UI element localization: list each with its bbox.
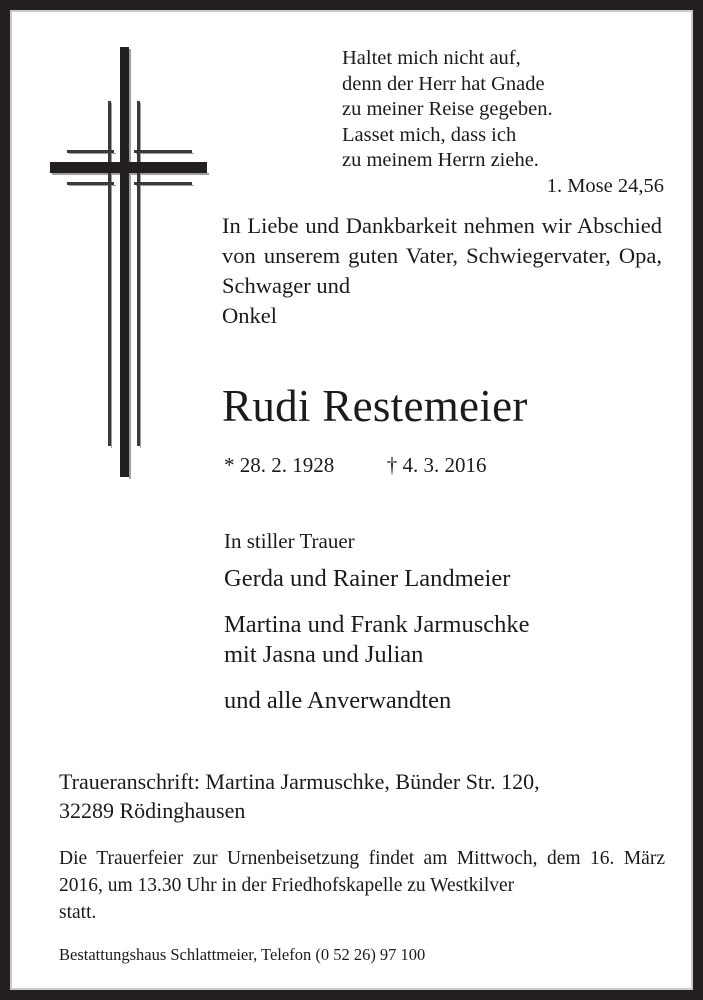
death-date: 4. 3. 2016 — [402, 453, 487, 477]
verse-line-2: denn der Herr hat Gnade — [342, 72, 545, 95]
birth-date: 28. 2. 1928 — [239, 453, 335, 477]
mourning-address — [59, 767, 667, 825]
mourner-group — [224, 610, 674, 670]
notice-page — [12, 12, 691, 988]
cross-hairline-horizontal-bottom-left — [67, 182, 114, 185]
mourners-heading: In stiller Trauer — [224, 529, 355, 553]
intro-body: In Liebe und Dankbarkeit nehmen wir Abschied von unserem guten Vater, Schwiegervater, Opa, Schwager und — [222, 213, 662, 298]
verse-line-3: zu meiner Reise gegeben. — [342, 98, 553, 120]
cross-stem-shadow — [129, 49, 131, 479]
christian-cross-icon — [46, 40, 216, 485]
mourner-group — [224, 564, 674, 594]
mourners-block — [224, 528, 674, 716]
death-symbol: † — [386, 453, 398, 477]
cross-vertical-bar — [120, 47, 129, 477]
cross-hairline-shadow — [136, 185, 194, 186]
mourner-primary: Martina und Frank Jarmuschke — [224, 611, 530, 638]
cross-hairline-horizontal-top-left — [67, 150, 114, 153]
birth-symbol: * — [224, 453, 235, 477]
verse-line-1: Haltet mich nicht auf, — [342, 47, 521, 69]
cross-arm-shadow — [52, 173, 209, 175]
mourner-group — [224, 686, 674, 716]
funeral-home-info: Bestattungshaus Schlattmeier, Telefon (0 52 26) 97 100 — [59, 945, 426, 964]
intro-text — [222, 211, 662, 331]
verse-line-4: Lasset mich, dass ich — [342, 123, 517, 146]
deceased-name: Rudi Restemeier — [222, 381, 528, 431]
address-line-1: Traueranschrift: Martina Jarmuschke, Bünder Str. 120, — [59, 769, 540, 794]
bible-verse — [342, 46, 664, 199]
mourner-primary: Gerda und Rainer Landmeier — [224, 565, 511, 592]
service-body: Die Trauerfeier zur Urnenbeisetzung findet am Mittwoch, dem 16. März 2016, um 13.30 Uhr in der Friedhofskapelle zu Westkilver — [59, 848, 665, 896]
mourner-primary: und alle Anverwandten — [224, 687, 452, 714]
cross-hairline-shadow — [140, 103, 141, 448]
address-line-2: 32289 Rödinghausen — [59, 798, 246, 823]
cross-hairline-shadow — [111, 103, 112, 448]
deceased-dates — [224, 452, 669, 478]
cross-hairline-horizontal-top-right — [134, 150, 192, 153]
cross-horizontal-bar — [50, 162, 207, 173]
cross-hairline-horizontal-bottom-right — [134, 182, 192, 185]
mourner-secondary: mit Jasna und Julian — [224, 641, 424, 668]
cross-hairline-shadow — [136, 153, 194, 154]
verse-line-5: zu meinem Herrn ziehe. — [342, 149, 539, 171]
funeral-service-details — [59, 845, 665, 926]
verse-source: 1. Mose 24,56 — [546, 174, 664, 197]
service-last-line: statt. — [59, 902, 97, 923]
intro-last-line: Onkel — [222, 303, 277, 328]
